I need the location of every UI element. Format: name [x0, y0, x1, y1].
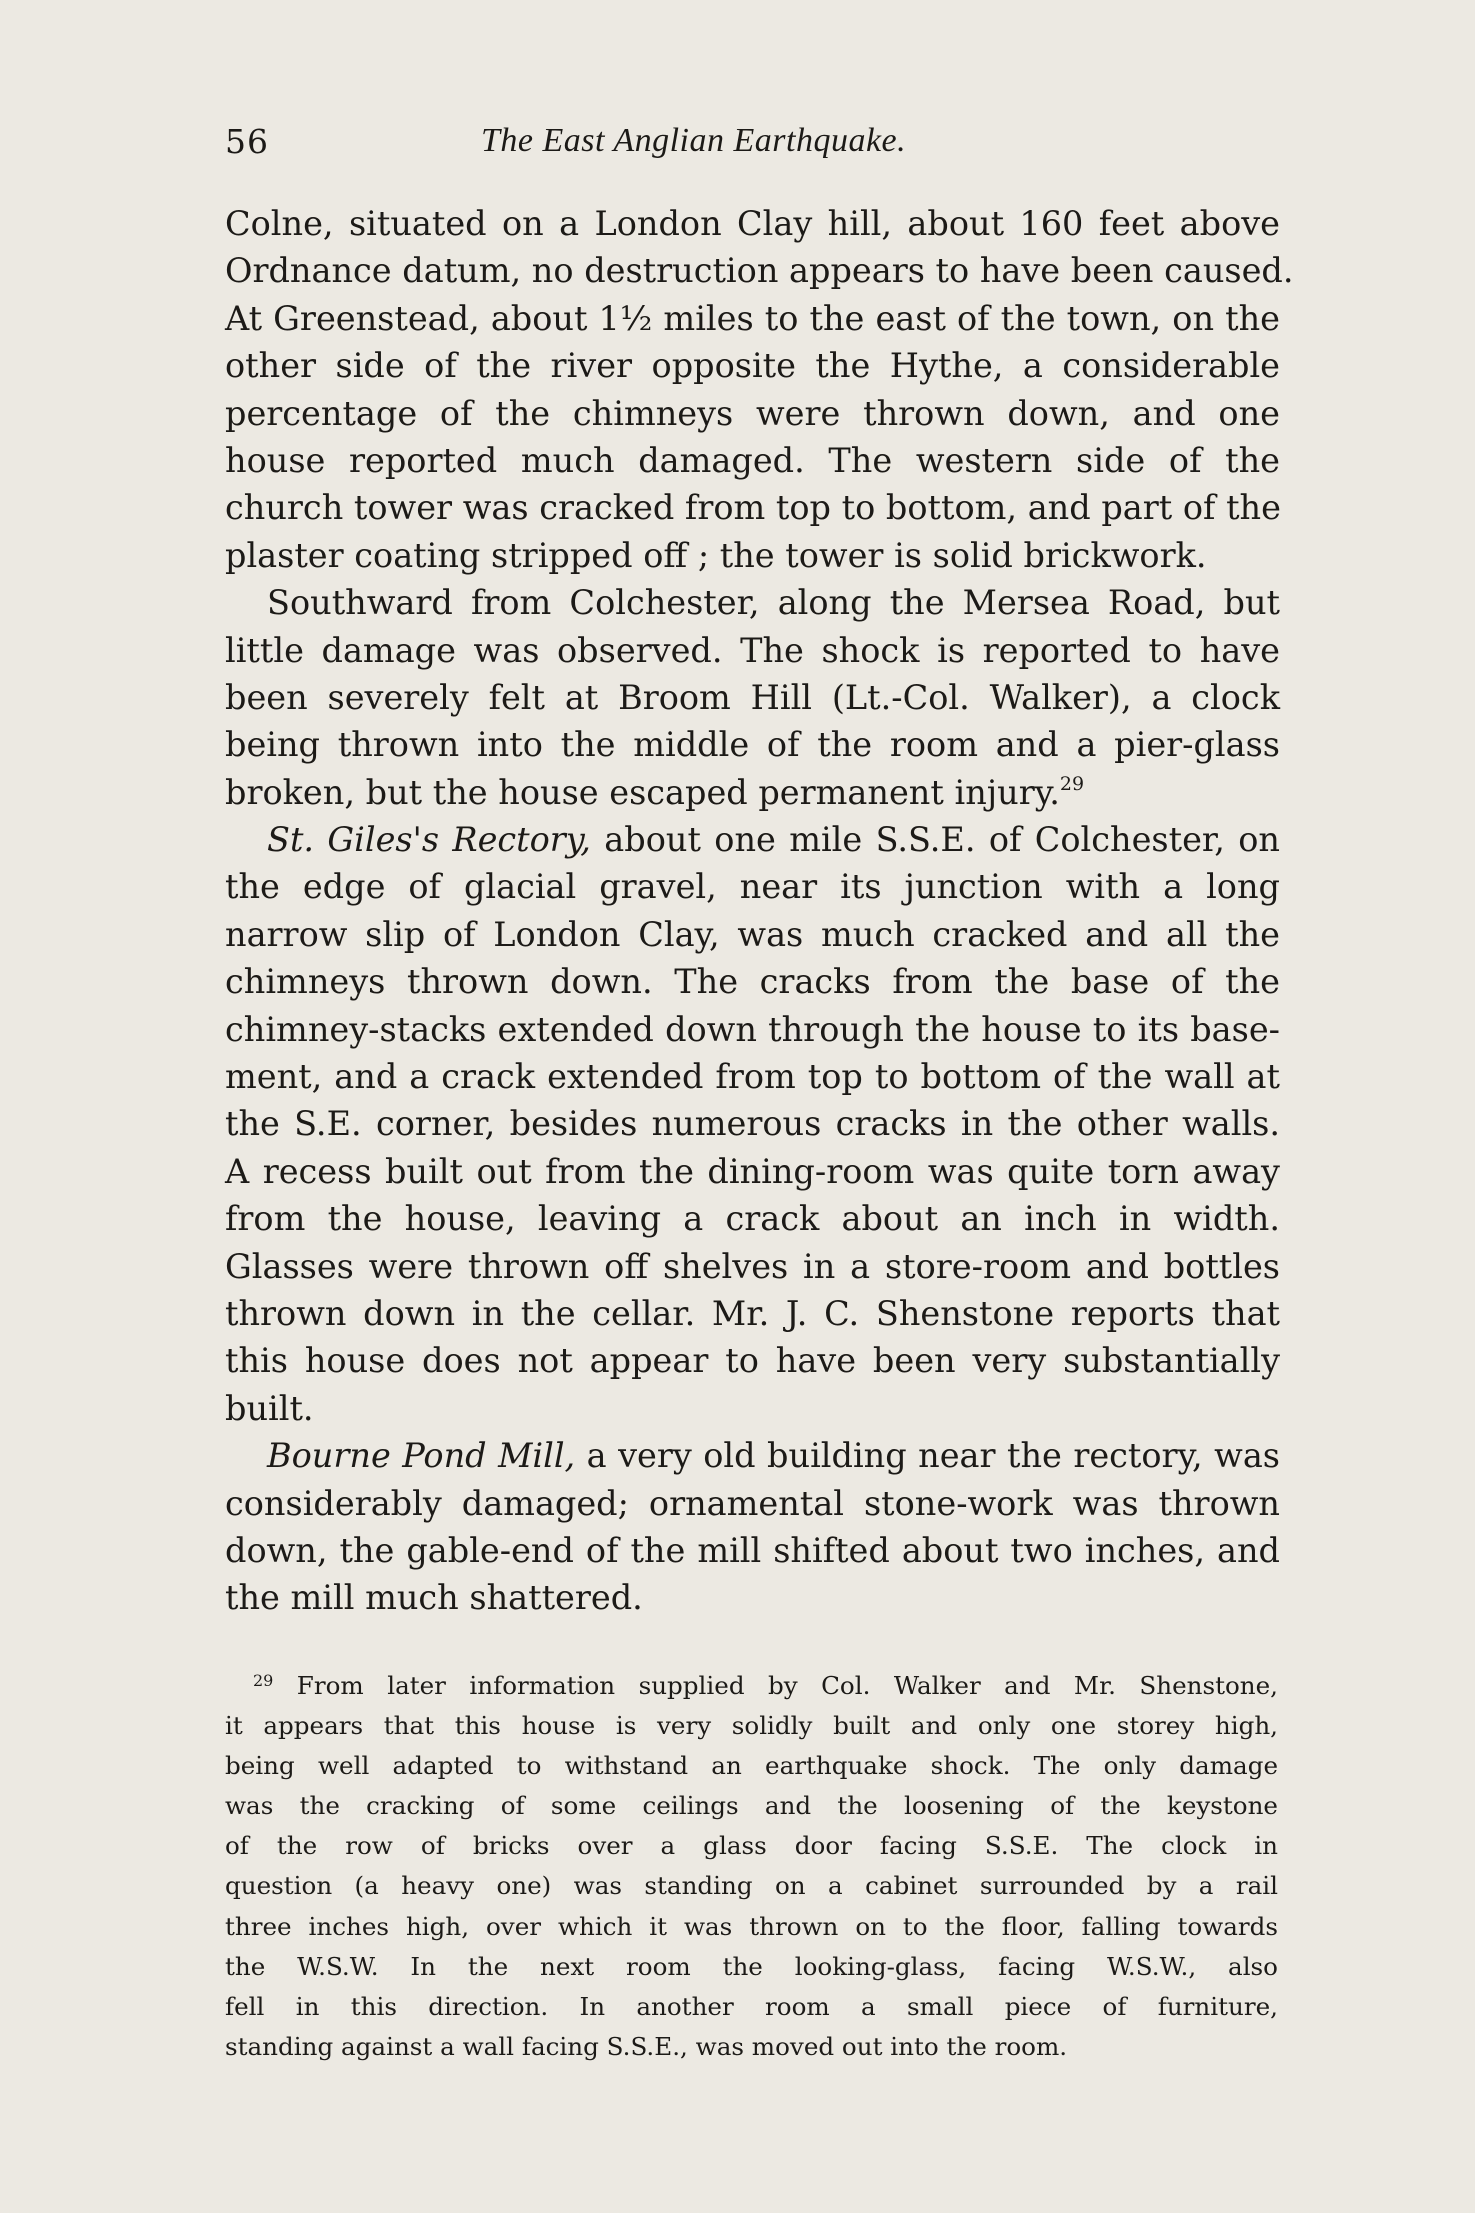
text-line: being thrown into the middle of the room and a pier-glass	[225, 725, 1280, 765]
text-line: the mill much shattered.	[225, 1578, 643, 1618]
footnote-line: three inches high, over which it was thrown on to the floor, falling towards	[225, 1911, 1278, 1941]
text-line: thrown down in the cellar. Mr. J. C. Shenstone reports that	[225, 1293, 1280, 1333]
footnote-line: the W.S.W. In the next room the looking-glass, facing W.S.W., also	[225, 1951, 1278, 1981]
text-line: ment, and a crack extended from top to bottom of the wall at	[225, 1057, 1280, 1097]
text-line: other side of the river opposite the Hythe, a considerable	[225, 346, 1280, 386]
text-line: church tower was cracked from top to bottom, and part of the	[225, 488, 1281, 528]
text-line-content: broken, but the house escaped permanent injury.	[225, 772, 1060, 812]
text-line	[225, 769, 1280, 816]
footnote	[225, 1666, 1278, 2067]
text-line	[225, 1432, 1280, 1479]
text-line: considerably damaged; ornamental stone-work was thrown	[225, 1483, 1280, 1523]
footnote-line: was the cracking of some ceilings and the loosening of the keystone	[225, 1791, 1278, 1821]
footnote-line-content: From later information supplied by Col. Walker and Mr. Shenstone,	[273, 1671, 1278, 1700]
footnote-line	[225, 1666, 1278, 1706]
text-line: narrow slip of London Clay, was much cracked and all the	[225, 914, 1280, 954]
text-line: little damage was observed. The shock is reported to have	[225, 630, 1280, 670]
text-line: chimneys thrown down. The cracks from the base of the	[225, 962, 1280, 1002]
text-line: Glasses were thrown off shelves in a store-room and bottles	[225, 1246, 1280, 1286]
text-line: plaster coating stripped off ; the tower is solid brickwork.	[225, 535, 1207, 575]
running-head	[225, 122, 1287, 172]
text-line: Southward from Colchester, along the Mersea Road, but	[267, 583, 1280, 623]
running-title: The East Anglian Earthquake.	[481, 122, 907, 159]
text-line-content: about one mile S.S.E. of Colchester, on	[590, 820, 1280, 860]
footnote-line: being well adapted to withstand an earthquake shock. The only damage	[225, 1751, 1278, 1781]
text-line: percentage of the chimneys were thrown down, and one	[225, 393, 1280, 433]
footnote-line: it appears that this house is very solidly built and only one storey high,	[225, 1711, 1278, 1741]
footnote-marker: 29	[253, 1671, 274, 1690]
text-line	[225, 816, 1280, 863]
text-line: chimney-stacks extended down through the house to its base-	[225, 1009, 1280, 1049]
footnote-line: of the row of bricks over a glass door facing S.S.E. The clock in	[225, 1831, 1278, 1861]
footnote-line: question (a heavy one) was standing on a cabinet surrounded by a rail	[225, 1871, 1278, 1901]
footnote-reference: 29	[1059, 772, 1085, 795]
footnote-line: standing against a wall facing S.S.E., was moved out into the room.	[225, 2031, 1068, 2061]
text-line: the edge of glacial gravel, near its junction with a long	[225, 867, 1280, 907]
text-line: At Greenstead, about 1½ miles to the east of the town, on the	[225, 298, 1280, 338]
text-line: house reported much damaged. The western side of the	[225, 440, 1280, 480]
text-line: down, the gable-end of the mill shifted about two inches, and	[225, 1530, 1280, 1570]
italic-place-name: St. Giles's Rectory,	[267, 820, 591, 860]
text-line: Colne, situated on a London Clay hill, about 160 feet above	[225, 204, 1280, 243]
text-line: A recess built out from the dining-room was quite torn away	[225, 1151, 1280, 1191]
text-line: from the house, leaving a crack about an inch in width.	[225, 1199, 1280, 1239]
text-line: Ordnance datum, no destruction appears to have been caused.	[225, 251, 1294, 291]
text-line: been severely felt at Broom Hill (Lt.-Col. Walker), a clock	[225, 677, 1280, 717]
italic-place-name: Bourne Pond Mill,	[267, 1436, 576, 1476]
footnote-line: fell in this direction. In another room a small piece of furniture,	[225, 1991, 1278, 2021]
text-line-content: a very old building near the rectory, was	[575, 1436, 1281, 1476]
body-text	[225, 200, 1294, 1622]
text-line: built.	[225, 1388, 314, 1428]
text-line: the S.E. corner, besides numerous cracks in the other walls.	[225, 1104, 1280, 1144]
text-line: this house does not appear to have been very substantially	[225, 1341, 1280, 1381]
page-number: 56	[225, 122, 269, 161]
